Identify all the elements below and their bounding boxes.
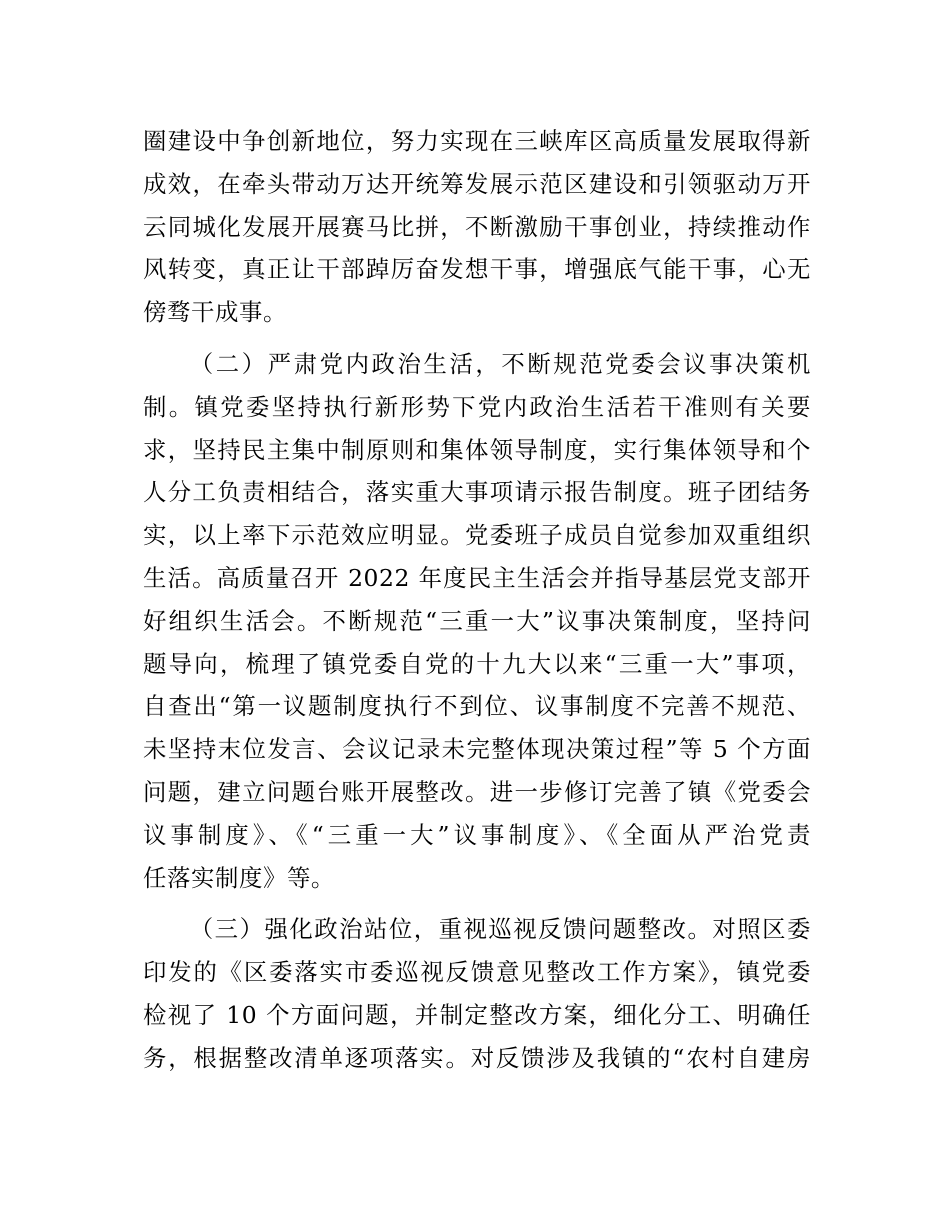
text-line: 制。镇党委坚持执行新形势下党内政治生活若干准则有关要	[143, 392, 811, 421]
text-line: 自查出“第一议题制度执行不到位、议事制度不完善不规范、	[143, 692, 811, 721]
text-line: （二）严肃党内政治生活，不断规范党委会议事决策机	[189, 349, 811, 378]
text-line: 题导向，梳理了镇党委自党的十九大以来“三重一大”事项，	[143, 649, 811, 678]
document-page	[143, 120, 811, 1080]
text-line: 问题，建立问题台账开展整改。进一步修订完善了镇《党委会	[143, 777, 811, 806]
text-line: 任落实制度》等。	[143, 863, 335, 892]
paragraph-3	[143, 908, 811, 1079]
text-line: 圈建设中争创新地位，努力实现在三峡库区高质量发展取得新	[143, 127, 811, 155]
text-line: 务，根据整改清单逐项落实。对反馈涉及我镇的“农村自建房	[143, 1043, 811, 1072]
text-line: 风转变，真正让干部踔厉奋发想干事，增强底气能干事，心无	[143, 255, 811, 284]
text-line: 检视了 10 个方面问题，并制定整改方案，细化分工、明确任	[143, 1000, 811, 1029]
paragraph-2	[143, 343, 811, 899]
text-line: 印发的《区委落实市委巡视反馈意见整改工作方案》，镇党委	[143, 958, 811, 987]
text-line: 云同城化发展开展赛马比拼，不断激励干事创业，持续推动作	[143, 212, 811, 241]
text-line: 未坚持末位发言、会议记录未完整体现决策过程”等 5 个方面	[143, 735, 811, 764]
text-line: 人分工负责相结合，落实重大事项请示报告制度。班子团结务	[143, 478, 811, 507]
text-line: 傍骛干成事。	[143, 298, 287, 327]
text-line: 生活。高质量召开 2022 年度民主生活会并指导基层党支部开	[143, 563, 811, 592]
text-line: 议事制度》、《“三重一大”议事制度》、《全面从严治党责	[143, 820, 811, 849]
text-line: 成效，在牵头带动万达开统筹发展示范区建设和引领驱动万开	[143, 169, 811, 198]
text-line: 好组织生活会。不断规范“三重一大”议事决策制度，坚持问	[143, 606, 811, 635]
text-line: （三）强化政治站位，重视巡视反馈问题整改。对照区委	[189, 915, 811, 944]
text-line: 求，坚持民主集中制原则和集体领导制度，实行集体领导和个	[143, 435, 811, 464]
paragraph-1	[143, 120, 811, 334]
text-line: 实，以上率下示范效应明显。党委班子成员自觉参加双重组织	[143, 521, 811, 550]
